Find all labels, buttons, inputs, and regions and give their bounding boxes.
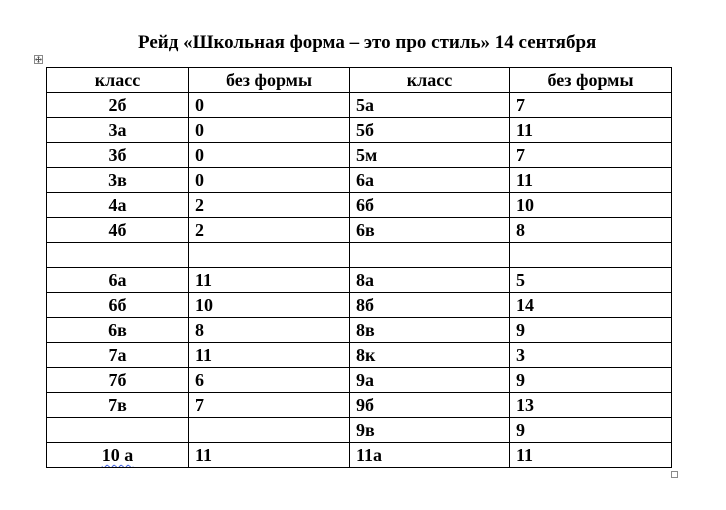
cell-class-left-text: 7в [108, 395, 127, 415]
cell-class-left[interactable] [47, 118, 189, 143]
cell-class-right[interactable] [350, 368, 510, 393]
cell-count-left[interactable] [189, 193, 350, 218]
table-move-handle-icon[interactable] [34, 55, 43, 64]
table-row [47, 443, 672, 468]
cell-count-right-text: 11 [516, 120, 534, 140]
cell-count-left[interactable] [189, 443, 350, 468]
table-row [47, 168, 672, 193]
cell-count-right[interactable] [510, 168, 672, 193]
cell-count-left[interactable] [189, 168, 350, 193]
cell-count-right-text: 8 [516, 220, 525, 240]
cell-class-left[interactable] [47, 368, 189, 393]
cell-class-right[interactable] [350, 443, 510, 468]
cell-class-right-text: 9б [356, 395, 374, 415]
cell-class-left[interactable] [47, 393, 189, 418]
cell-class-left[interactable] [47, 418, 189, 443]
cell-count-left-text: 11 [195, 445, 213, 465]
header-class-left: класс [47, 68, 189, 93]
cell-class-right[interactable] [350, 343, 510, 368]
table-row [47, 293, 672, 318]
cell-count-right-text: 11 [516, 445, 534, 465]
cell-count-right[interactable] [510, 118, 672, 143]
cell-count-left-text: 10 [195, 295, 213, 315]
table-row [47, 193, 672, 218]
cell-class-left-text: 4а [108, 195, 127, 215]
cell-class-left-text: 10 а [101, 445, 134, 465]
cell-class-right[interactable] [350, 418, 510, 443]
cell-count-right[interactable] [510, 218, 672, 243]
cell-count-left[interactable] [189, 143, 350, 168]
cell-count-left[interactable] [189, 218, 350, 243]
cell-class-right-text: 6б [356, 195, 374, 215]
cell-count-left-text: 0 [195, 145, 204, 165]
cell-count-left[interactable] [189, 268, 350, 293]
cell-class-left-text: 6б [108, 295, 127, 315]
cell-class-right-text: 8к [356, 345, 376, 365]
cell-count-right[interactable] [510, 368, 672, 393]
document-title: Рейд «Школьная форма – это про стиль» 14 сентября [138, 32, 597, 53]
cell-count-left[interactable] [189, 118, 350, 143]
cell-count-left[interactable] [189, 418, 350, 443]
cell-count-left[interactable] [189, 343, 350, 368]
cell-class-right[interactable] [350, 118, 510, 143]
cell-class-right[interactable] [350, 393, 510, 418]
cell-class-left-text: 7а [108, 345, 127, 365]
cell-count-right[interactable] [510, 393, 672, 418]
cell-count-left-text: 8 [195, 320, 204, 340]
cell-count-right[interactable] [510, 318, 672, 343]
cell-class-right[interactable] [350, 293, 510, 318]
cell-class-right[interactable] [350, 243, 510, 268]
cell-class-right[interactable] [350, 168, 510, 193]
cell-class-left-text: 3б [108, 145, 127, 165]
table-row [47, 268, 672, 293]
cell-class-left[interactable] [47, 318, 189, 343]
table-row [47, 393, 672, 418]
cell-class-left[interactable] [47, 143, 189, 168]
cell-count-left-text: 0 [195, 95, 204, 115]
cell-count-right[interactable] [510, 243, 672, 268]
cell-class-left-text: 3в [108, 170, 127, 190]
cell-class-left[interactable] [47, 193, 189, 218]
cell-class-right-text: 9а [356, 370, 374, 390]
cell-count-left[interactable] [189, 318, 350, 343]
cell-count-left[interactable] [189, 393, 350, 418]
cell-class-right-text: 8в [356, 320, 375, 340]
header-class-right: класс [350, 68, 510, 93]
cell-count-left-text: 0 [195, 120, 204, 140]
cell-count-left-text: 2 [195, 195, 204, 215]
cell-count-right-text: 11 [516, 170, 534, 190]
cell-class-right-text: 8а [356, 270, 374, 290]
cell-count-left[interactable] [189, 368, 350, 393]
cell-class-right[interactable] [350, 318, 510, 343]
cell-class-left[interactable] [47, 293, 189, 318]
cell-class-left[interactable] [47, 243, 189, 268]
cell-class-left-text: 6в [108, 320, 127, 340]
cell-class-left-text: 6а [108, 270, 127, 290]
table-body [47, 93, 672, 468]
cell-count-right-text: 14 [516, 295, 534, 315]
cell-count-right[interactable] [510, 443, 672, 468]
cell-class-left[interactable] [47, 168, 189, 193]
cell-count-left-text: 0 [195, 170, 204, 190]
cell-count-left-text: 2 [195, 220, 204, 240]
cell-count-left[interactable] [189, 293, 350, 318]
table-header-row [47, 68, 672, 93]
cell-count-right-text: 7 [516, 95, 525, 115]
cell-class-left-text: 7б [108, 370, 127, 390]
cell-class-left[interactable] [47, 218, 189, 243]
table-row [47, 243, 672, 268]
cell-count-left-text: 11 [195, 345, 213, 365]
cell-count-right-text: 13 [516, 395, 534, 415]
cell-count-right[interactable] [510, 93, 672, 118]
cell-count-right-text: 3 [516, 345, 525, 365]
cell-class-right-text: 11а [356, 445, 383, 465]
header-no-uniform-left: без формы [189, 68, 350, 93]
table-row [47, 368, 672, 393]
cell-class-right[interactable] [350, 93, 510, 118]
cell-count-right[interactable] [510, 343, 672, 368]
cell-class-right[interactable] [350, 218, 510, 243]
cell-count-right[interactable] [510, 268, 672, 293]
cell-class-right-text: 6а [356, 170, 374, 190]
cell-count-right-text: 9 [516, 320, 525, 340]
cell-class-left-text: 2б [108, 95, 127, 115]
cell-count-right-text: 9 [516, 420, 525, 440]
cell-class-right-text: 5м [356, 145, 378, 165]
cell-count-right-text: 7 [516, 145, 525, 165]
table-row [47, 418, 672, 443]
cell-class-right-text: 5б [356, 120, 374, 140]
cell-count-left[interactable] [189, 93, 350, 118]
cell-class-left-text: 3а [108, 120, 127, 140]
cell-class-right[interactable] [350, 268, 510, 293]
cell-count-left-text: 11 [195, 270, 213, 290]
cell-count-right[interactable] [510, 193, 672, 218]
uniform-raid-table [46, 67, 672, 468]
table-row [47, 118, 672, 143]
cell-count-right[interactable] [510, 143, 672, 168]
cell-class-left[interactable] [47, 93, 189, 118]
cell-count-right-text: 9 [516, 370, 525, 390]
cell-count-right-text: 10 [516, 195, 534, 215]
cell-class-right[interactable] [350, 193, 510, 218]
table-row [47, 343, 672, 368]
cell-class-right-text: 8б [356, 295, 374, 315]
table-row [47, 143, 672, 168]
cell-class-left-text: 4б [108, 220, 127, 240]
table-row [47, 318, 672, 343]
cell-class-right[interactable] [350, 143, 510, 168]
header-no-uniform-right: без формы [510, 68, 672, 93]
cell-count-right[interactable] [510, 418, 672, 443]
cell-class-left[interactable] [47, 343, 189, 368]
cell-count-left-text: 7 [195, 395, 204, 415]
table-row [47, 93, 672, 118]
cell-class-right-text: 6в [356, 220, 375, 240]
cell-class-right-text: 5а [356, 95, 374, 115]
cell-count-right[interactable] [510, 293, 672, 318]
cell-count-left[interactable] [189, 243, 350, 268]
cell-class-left[interactable] [47, 268, 189, 293]
table-resize-handle[interactable] [671, 471, 678, 478]
table-row [47, 218, 672, 243]
cell-class-right-text: 9в [356, 420, 375, 440]
cell-class-left[interactable] [47, 443, 189, 468]
cell-count-left-text: 6 [195, 370, 204, 390]
cell-count-right-text: 5 [516, 270, 525, 290]
